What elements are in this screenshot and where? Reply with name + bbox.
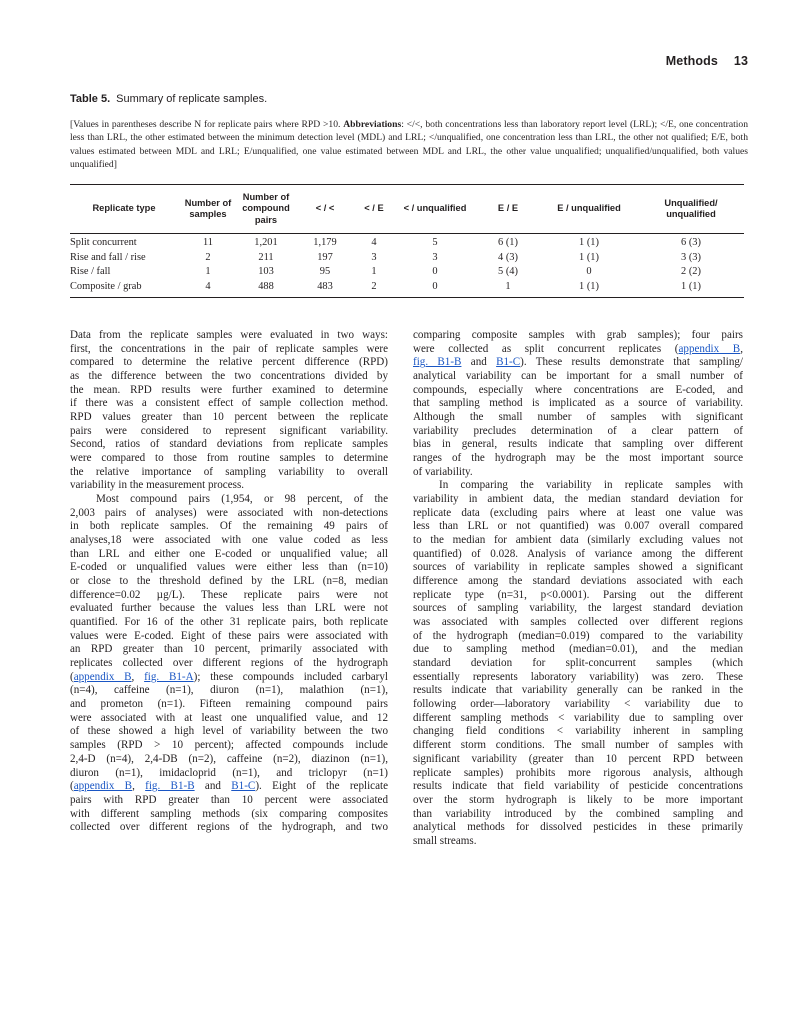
table-cell: 2 [205,251,211,263]
body-line: variability in ambient data, the median standard deviation for [413,493,743,506]
body-line: standard deviation for split-concurrent samples (which [413,657,743,670]
body-line: evaluated further because the values less than LRL were not [70,602,388,615]
fig-b1c-link[interactable]: B1-C [231,780,256,793]
body-line: 2,4-D (n=4), 2,4-DB (n=2), caffeine (n=2), diazinon (n=1), [70,752,388,765]
body-line: diuron (n=1), imidacloprid (n=1), and triclopyr (n=1) [70,766,388,779]
headnote-body: : </<, both concentrations less than laboratory report level (LRL); </E, one concentration less than LRL, the other estimated between the minimum detection level (MDL) and LRL; </unqualified, one concentration less than LRL, the other not qualified; E/E, both values estimated between MDL and LRL; E/unqualified, one value estimated between MDL and LRL, the other value unqualified; unqualified/unqualified, both values unqualified] [70,119,748,171]
col-header-e-unqualified: E / unqualified [557,203,621,214]
table-cell: 1 (1) [681,280,701,292]
table-cell: Rise and fall / rise [70,251,146,263]
body-line: Although the small number of samples with significant [413,411,743,424]
body-line: ranges of the hydrograph may be the most important source [413,452,743,465]
body-column-left [70,329,388,835]
body-line: results indicate that field variability of pesticide concentrations [413,780,743,793]
body-line: compared to determine the relative percent difference (RPD) [70,356,388,369]
body-line: (n=4), caffeine (n=1), diuron (n=1), malathion (n=1), [70,684,388,697]
table-cell: 3 (3) [681,251,701,263]
appendix-b-link[interactable]: appendix B [678,342,741,355]
fig-b1c-link[interactable]: B1-C [496,356,521,369]
table-headnote [70,118,748,172]
col-header-lt-unqualified: < / unqualified [403,203,467,214]
body-line: to the median for ambient data (similarly excluding values not [413,534,743,547]
table-cell: Split concurrent [70,237,137,248]
table-label: Table 5. [70,93,111,105]
body-line: small streams. [413,834,477,847]
body-line: over the storm hydrograph is likely to be more important [413,793,743,806]
body-line: variability precludes determination of a clear pattern of [413,424,743,437]
body-line: sources of variability in replicate samples showed a significant [413,561,743,574]
body-line: were associated with at least one unqualified value, and 12 [70,711,388,724]
body-line: results indicate that variability generally can be ranked in the [413,684,743,697]
body-line: (appendix B, fig. B1-A); these compounds included carbaryl [70,670,389,683]
table-cell: 197 [317,251,333,263]
table-cell: 3 [371,251,377,263]
table-cell: Composite / grab [70,280,142,292]
table-row [70,280,744,298]
table-cell: 6 (1) [498,237,518,248]
body-line: significant variability (greater than 10 percent RPD between [413,752,743,765]
body-line: bias in general, results indicate that sampling over different [413,438,743,451]
body-line: pairs were considered to represent significant variability. [70,424,388,437]
table-cell: 1 (1) [579,280,599,292]
body-line: less than LRL or not quantified) was 0.007 overall compared [413,520,743,533]
body-line: values were E-coded. Eight of these pairs were associated with [70,629,388,642]
appendix-b-link[interactable]: appendix B [73,670,132,683]
table-caption [70,93,267,105]
body-line: collected over different regions of the hydrograph, and two [70,821,388,834]
table-cell: 1 [505,280,511,292]
body-line: pairs with RPD greater than 10 percent were associated [70,793,388,806]
body-line: following order—laboratory variability < variability due to [413,698,743,711]
summary-table-wrap [70,184,744,298]
body-line: replicates collected over different regions of the hydrograph [70,657,388,670]
body-line: Most compound pairs (1,954, or 98 percent, of the [96,493,388,506]
body-line: fig. B1-B and B1-C). These results demonstrate that sampling/ [413,356,743,369]
body-line: quantified. For 16 of the other 31 replicate pairs, both replicate [70,616,388,629]
table-row [70,265,744,280]
body-line: analytical methods for dissolved pesticides in these primarily [413,821,743,834]
table-cell: 1 (1) [579,237,599,248]
page-number: 13 [733,54,748,68]
table-cell: 0 [586,266,592,277]
body-line: of these showed a high level of variability between the two [70,725,388,738]
table-cell: 488 [258,280,274,292]
table-cell: 0 [432,266,438,277]
table-cell: Rise / fall [70,266,111,277]
table-cell: 1 (1) [579,251,599,263]
table-cell: 103 [258,266,274,277]
body-line: different storm conditions. The small number of samples with [413,739,743,752]
body-line: in both replicate samples. Of the remaining 49 pairs of [70,520,388,533]
replicate-summary-table [70,184,744,298]
body-line: analyses,18 were associated with one value coded as less [70,534,388,547]
fig-b1a-link[interactable]: fig. B1-A [144,670,194,683]
col-header-lt-lt: < / < [315,203,335,214]
body-line: replicate samples) prohibits more rigorous analysis, although [413,766,743,779]
col-header-number-of-compound-pairs: Number of compound pairs [242,191,290,225]
body-column-right [413,329,743,849]
body-line: an RPD greater than 10 percent, primarily associated with [70,643,388,656]
table-cell: 2 (2) [681,266,701,277]
body-line: or close to the threshold defined by the LRL (n=8, median [70,575,388,588]
col-header-unqualified-unqualified: Unqualified/ unqualified [664,197,718,219]
headnote-abbrev-label: Abbreviations [343,119,402,130]
body-line: 2,003 pairs of analyses) were associated with non-detections [70,506,388,519]
fig-b1b-link[interactable]: fig. B1-B [413,356,462,369]
body-line: the relative importance of sampling variability to overall [70,465,388,478]
body-line: replicate data (excluding pairs where at least one value was [413,506,743,519]
table-cell: 5 (4) [498,266,518,277]
body-line: of variability. [413,465,473,478]
table-header-row [70,185,744,234]
table-cell: 0 [432,280,438,292]
col-header-number-of-samples: Number of samples [184,197,232,219]
table-cell: 95 [319,266,331,277]
body-line: analytical variability can be important for a small number of [413,370,743,383]
table-title: Summary of replicate samples. [116,93,268,105]
col-header-lt-e: < / E [364,203,384,214]
body-line: RPD values greater than 10 percent between the replicate [70,411,388,424]
table-cell: 1 [371,266,377,277]
table-cell: 1 [205,266,211,277]
body-line: variability in the measurement process. [70,479,245,492]
table-row [70,234,744,251]
table-cell: 3 [432,251,438,263]
body-line: of the hydrograph (median=0.019) compared to the variability [413,629,743,642]
body-line: were collected as split concurrent replicates (appendix B, [413,342,743,355]
running-head-section: Methods [665,54,718,68]
body-line: and prometon (n=1). Fifteen remaining compound pairs [70,698,388,711]
body-line: samples (RPD > 10 percent); affected compounds include [70,739,388,752]
body-line: the mean. RPD results were further examined to determine [70,383,388,396]
body-line: if there was a consistent effect of sample collection method. [70,397,388,410]
body-line: quantified) of 0.028. Analysis of variance among the different [413,547,743,560]
body-line: E-coded or unqualified values were either less than (n=10) [70,561,388,574]
table-cell: 1,201 [254,237,278,248]
body-line: were compared to those from routine samples to determine [70,452,388,465]
body-line: difference=0.02 µg/L). These replicate pairs were not [70,588,388,601]
body-line: In comparing the variability in replicate samples with [439,479,743,492]
body-line: with different sampling methods (six comparing composites [70,807,388,820]
body-line: difference among the standard deviations associated with each [413,575,743,588]
body-line: than variability introduced by the combined sampling and [413,807,743,820]
table-cell: 1,179 [313,237,337,248]
fig-b1b-link[interactable]: fig. B1-B [145,780,195,793]
body-line: replicate type (n=31, p<0.0001). Parsing out the different [413,588,743,601]
body-line: changing field conditions < variability inherent in sampling [413,725,743,738]
table-cell: 5 [432,237,438,248]
table-cell: 483 [317,280,333,292]
running-head [666,54,748,68]
body-line: sources of sampling variability, the largest standard deviation [413,602,743,615]
table-cell: 4 (3) [498,251,518,263]
body-line: first, the concentrations in the pair of replicate samples were [70,342,388,355]
body-line: different sampling methods < variability due to sampling over [413,711,743,724]
table-row [70,251,744,266]
table-cell: 11 [202,237,213,248]
body-line: was associated with samples collected over different regions [413,616,743,629]
headnote-prefix: [Values in parentheses describe N for replicate pairs where RPD >10. [70,119,341,130]
body-line: (appendix B, fig. B1-B and B1-C). Eight of the replicate [70,780,389,793]
body-line: compounds, especially where concentrations are E-coded, and [413,383,743,396]
table-cell: 4 [205,280,211,292]
body-line: comparing composite samples with grab samples); four pairs [413,329,743,341]
body-line: essentially represents laboratory variability) was zero. These [413,670,743,683]
body-line: that sampling method is implicated as a source of variability. [413,397,743,410]
table-cell: 211 [258,251,274,263]
col-header-replicate-type: Replicate type [92,203,156,214]
body-line: Second, ratios of standard deviations from replicate samples [70,438,388,451]
body-line: than LRL and either one E-coded or unqualified value; all [70,547,388,560]
table-cell: 2 [371,280,377,292]
body-line: due to sampling method (median=0.01), and the median [413,643,743,656]
col-header-e-e: E / E [497,203,519,214]
appendix-b-link[interactable]: appendix B [73,780,133,793]
body-line: Data from the replicate samples were evaluated in two ways: [70,329,388,341]
table-cell: 4 [371,237,377,248]
body-line: as the difference between the two concentrations divided by [70,370,388,383]
table-cell: 6 (3) [681,237,701,248]
